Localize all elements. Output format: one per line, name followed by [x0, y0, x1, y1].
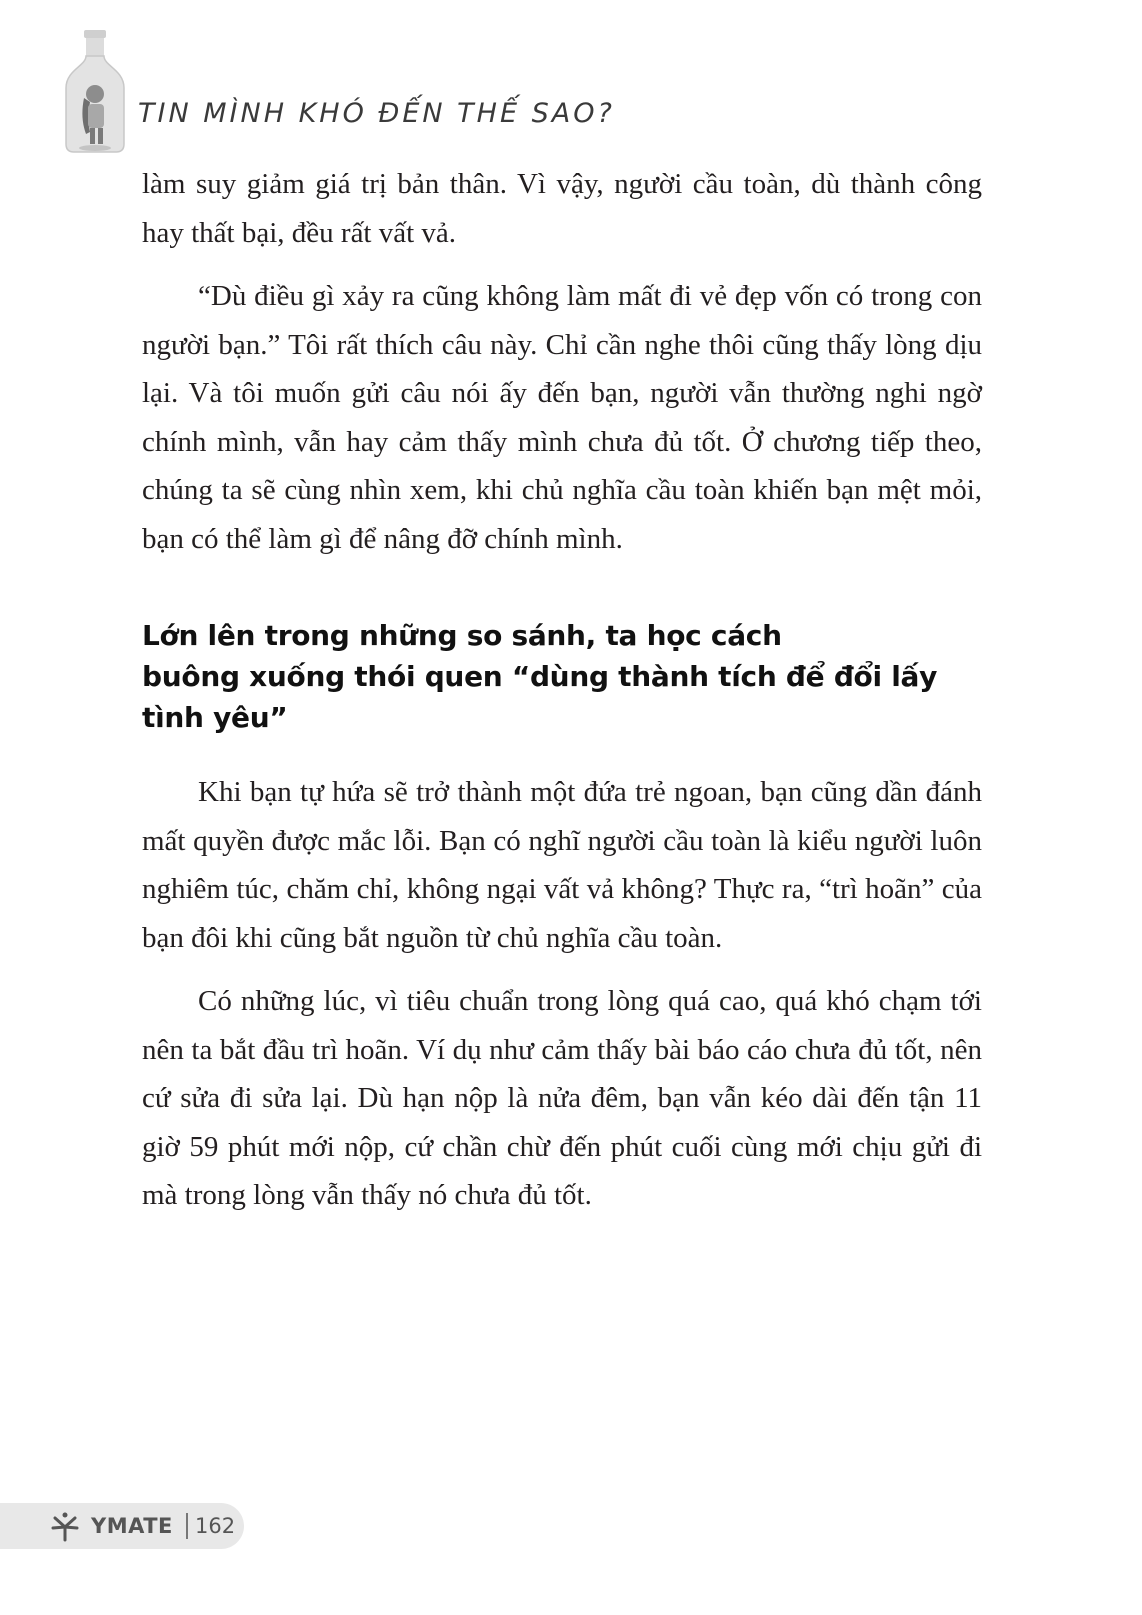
footer-divider	[186, 1513, 188, 1539]
paragraph: Có những lúc, vì tiêu chuẩn trong lòng quá cao, quá khó chạm tới nên ta bắt đầu trì hoãn. Ví dụ như cảm thấy bài báo cáo chưa đủ tốt, nên cứ sửa đi sửa lại. Dù hạn nộp là nửa đêm, bạn vẫn kéo dài đến tận 11 giờ 59 phút mới nộp, cứ chần chừ đến phút cuối cùng mới chịu gửi đi mà trong lòng vẫn thấy nó chưa đủ tốt.	[142, 985, 982, 1211]
page-body	[142, 160, 982, 1235]
publisher-brand: YMATE	[91, 1514, 173, 1538]
running-title: TIN MÌNH KHÓ ĐẾN THẾ SAO?	[138, 98, 615, 129]
section-heading	[142, 615, 982, 738]
ymate-logo-icon	[50, 1512, 80, 1542]
section-heading-line: Lớn lên trong những so sánh, ta học cách	[142, 619, 782, 652]
paragraph: làm suy giảm giá trị bản thân. Vì vậy, người cầu toàn, dù thành công hay thất bại, đều rất vất vả.	[142, 168, 982, 249]
page-number: 162	[195, 1514, 236, 1538]
page-footer	[0, 1503, 244, 1549]
section-heading-line: buông xuống thói quen “dùng thành tích để đổi lấy	[142, 660, 938, 693]
page-header	[60, 28, 760, 158]
paragraph: “Dù điều gì xảy ra cũng không làm mất đi vẻ đẹp vốn có trong con người bạn.” Tôi rất thích câu này. Chỉ cần nghe thôi cũng thấy lòng dịu lại. Và tôi muốn gửi câu nói ấy đến bạn, người vẫn thường nghi ngờ chính mình, vẫn hay cảm thấy mình chưa đủ tốt. Ở chương tiếp theo, chúng ta sẽ cùng nhìn xem, khi chủ nghĩa cầu toàn khiến bạn mệt mỏi, bạn có thể làm gì để nâng đỡ chính mình.	[142, 280, 982, 555]
paragraph: Khi bạn tự hứa sẽ trở thành một đứa trẻ ngoan, bạn cũng dần đánh mất quyền được mắc lỗi. Bạn có nghĩ người cầu toàn là kiểu người luôn nghiêm túc, chăm chỉ, không ngại vất vả không? Thực ra, “trì hoãn” của bạn đôi khi cũng bắt nguồn từ chủ nghĩa cầu toàn.	[142, 776, 982, 954]
section-heading-line: tình yêu”	[142, 701, 288, 734]
bottle-illustration-icon	[60, 28, 130, 154]
